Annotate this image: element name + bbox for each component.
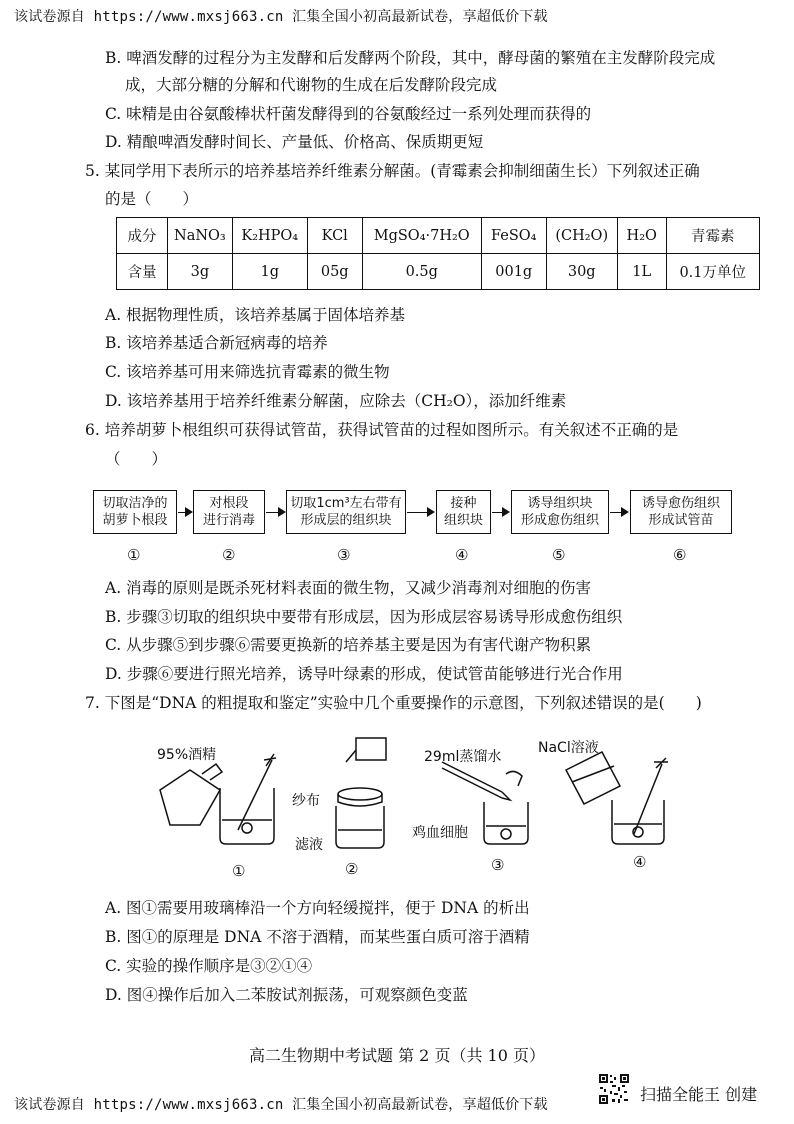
flow-step-text: 诱导愈伤组织	[641, 496, 720, 511]
table-cell: 05g	[307, 254, 362, 290]
q7-stem: 7. 下图是“DNA 的粗提取和鉴定”实验中几个重要操作的示意图，下列叙述错误的是( )	[85, 694, 702, 712]
q6-stem-line1: 6. 培养胡萝卜根组织可获得试管苗，获得试管苗的过程如图所示。有关叙述不正确的是	[85, 421, 679, 439]
flow-step-text: 接种	[450, 496, 477, 511]
culture-medium-table	[116, 217, 760, 290]
flow-step-text: 组织块	[443, 513, 483, 528]
flow-step-text: 切取1cm³左右带有	[290, 496, 402, 511]
flow-step-text: 切取洁净的	[102, 496, 168, 511]
q6-stem-line2: （ ）	[105, 450, 168, 468]
q5-option-b: B. 该培养基适合新冠病毒的培养	[105, 334, 328, 352]
q5-option-c: C. 该培养基可用来筛选抗青霉素的微生物	[105, 363, 390, 381]
bottle-icon	[160, 764, 222, 825]
figure-number: ④	[633, 853, 647, 871]
table-cell: 001g	[481, 254, 546, 290]
flow-step-6	[630, 490, 732, 534]
table-cell: 1L	[617, 254, 666, 290]
table-cell: (CH₂O)	[546, 218, 617, 254]
table-cell: 30g	[546, 254, 617, 290]
table-cell: 1g	[232, 254, 307, 290]
stirring-rod-icon	[634, 758, 668, 834]
q7-option-b: B. 图①的原理是 DNA 不溶于酒精，而某些蛋白质可溶于酒精	[105, 928, 530, 946]
step-number: ⑤	[552, 546, 566, 564]
table-cell: 3g	[168, 254, 233, 290]
figure-number: ①	[232, 862, 246, 880]
q7-option-d: D. 图④操作后加入二苯胺试剂振荡，可观察颜色变蓝	[105, 986, 468, 1004]
q5-stem-line2: 的是（ ）	[105, 190, 199, 208]
figure-label: NaCl溶液	[538, 740, 599, 756]
q6-option-c: C. 从步骤⑤到步骤⑥需要更换新的培养基主要是因为有害代谢产物积累	[105, 636, 592, 654]
gauze-funnel-icon	[338, 788, 382, 806]
step-number: ④	[455, 546, 469, 564]
q6-option-d: D. 步骤⑥要进行照光培养，诱导叶绿素的形成，使试管苗能够进行光合作用	[105, 665, 623, 683]
table-header-row	[117, 218, 760, 254]
flow-step-1	[93, 490, 177, 534]
figure-label: 95%酒精	[157, 747, 217, 763]
q5-option-a: A. 根据物理性质，该培养基属于固体培养基	[105, 306, 406, 324]
table-cell: FeSO₄	[481, 218, 546, 254]
figure-number: ②	[345, 860, 359, 878]
pouring-beaker-icon	[346, 738, 386, 762]
figure-label: 滤液	[295, 837, 323, 853]
q4-option-c: C. 味精是由谷氨酸棒状杆菌发酵得到的谷氨酸经过一系列处理而获得的	[105, 105, 592, 123]
flow-step-text: 胡萝卜根段	[102, 513, 168, 528]
step-number: ②	[222, 546, 236, 564]
figure-number: ③	[491, 856, 505, 874]
table-cell: 成分	[117, 218, 168, 254]
table-cell: KCl	[307, 218, 362, 254]
table-cell: NaNO₃	[168, 218, 233, 254]
table-cell: K₂HPO₄	[232, 218, 307, 254]
source-footer: 该试卷源自 https://www.mxsj663.cn 汇集全国小初高最新试卷，享超低价下载	[14, 1097, 548, 1113]
q7-option-c: C. 实验的操作顺序是③②①④	[105, 957, 313, 975]
flow-step-text: 诱导组织块	[527, 496, 593, 511]
pipette-icon	[442, 762, 510, 800]
flow-step-text: 形成愈伤组织	[520, 513, 599, 528]
q5-stem-line1: 5. 某同学用下表所示的培养基培养纤维素分解菌。(青霉素会抑制细菌生长）下列叙述正确	[85, 162, 700, 180]
flow-step-text: 形成层的组织块	[300, 513, 392, 528]
figure-label: 29ml蒸馏水	[424, 749, 502, 765]
arrow-icon	[492, 512, 508, 513]
q7-option-a: A. 图①需要用玻璃棒沿一个方向轻缓搅拌，便于 DNA 的析出	[105, 899, 530, 917]
table-row	[117, 254, 760, 290]
stirring-rod-icon	[238, 754, 276, 830]
table-cell: MgSO₄·7H₂O	[362, 218, 481, 254]
table-cell: 含量	[117, 254, 168, 290]
scanner-watermark: 扫描全能王 创建	[640, 1085, 758, 1104]
table-cell: H₂O	[617, 218, 666, 254]
arrow-icon	[266, 512, 284, 513]
hand-icon	[506, 771, 522, 786]
page-footer: 高二生物期中考试题 第 2 页（共 10 页）	[249, 1046, 545, 1065]
pouring-beaker-icon	[566, 752, 620, 804]
q5-option-d: D. 该培养基用于培养纤维素分解菌，应除去（CH₂O），添加纤维素	[105, 392, 567, 410]
qr-code-icon	[598, 1073, 630, 1105]
flow-step-5	[511, 490, 609, 534]
flow-step-2	[193, 490, 265, 534]
q6-option-b: B. 步骤③切取的组织块中要带有形成层，因为形成层容易诱导形成愈伤组织	[105, 608, 623, 626]
flow-step-3	[286, 490, 406, 534]
arrow-icon	[407, 512, 433, 513]
experiment-illustration	[150, 730, 690, 860]
beaker-icon	[220, 788, 274, 844]
q4-option-b-line2: 成，大部分糖的分解和代谢物的生成在后发酵阶段完成	[125, 76, 498, 94]
flow-step-text: 进行消毒	[202, 513, 255, 528]
step-number: ①	[127, 546, 141, 564]
table-cell: 0.1万单位	[666, 254, 759, 290]
flow-step-text: 形成试管苗	[648, 513, 714, 528]
step-number: ⑥	[673, 546, 687, 564]
source-header: 该试卷源自 https://www.mxsj663.cn 汇集全国小初高最新试卷，享超低价下载	[14, 9, 548, 25]
figure-label: 鸡血细胞	[412, 825, 468, 841]
beaker-icon	[336, 806, 384, 848]
flow-step-4	[436, 490, 491, 534]
figure-label: 纱布	[292, 793, 320, 809]
q6-option-a: A. 消毒的原则是既杀死材料表面的微生物，又减少消毒剂对细胞的伤害	[105, 579, 592, 597]
q4-option-d: D. 精酿啤酒发酵时间长、产量低、价格高、保质期更短	[105, 133, 484, 151]
table-cell: 青霉素	[666, 218, 759, 254]
flow-step-text: 对根段	[209, 496, 249, 511]
arrow-icon	[610, 512, 627, 513]
arrow-icon	[178, 512, 191, 513]
table-cell: 0.5g	[362, 254, 481, 290]
step-number: ③	[337, 546, 351, 564]
q4-option-b-line1: B. 啤酒发酵的过程分为主发酵和后发酵两个阶段，其中，酵母菌的繁殖在主发酵阶段完成	[105, 49, 716, 67]
beaker-icon	[484, 802, 528, 844]
